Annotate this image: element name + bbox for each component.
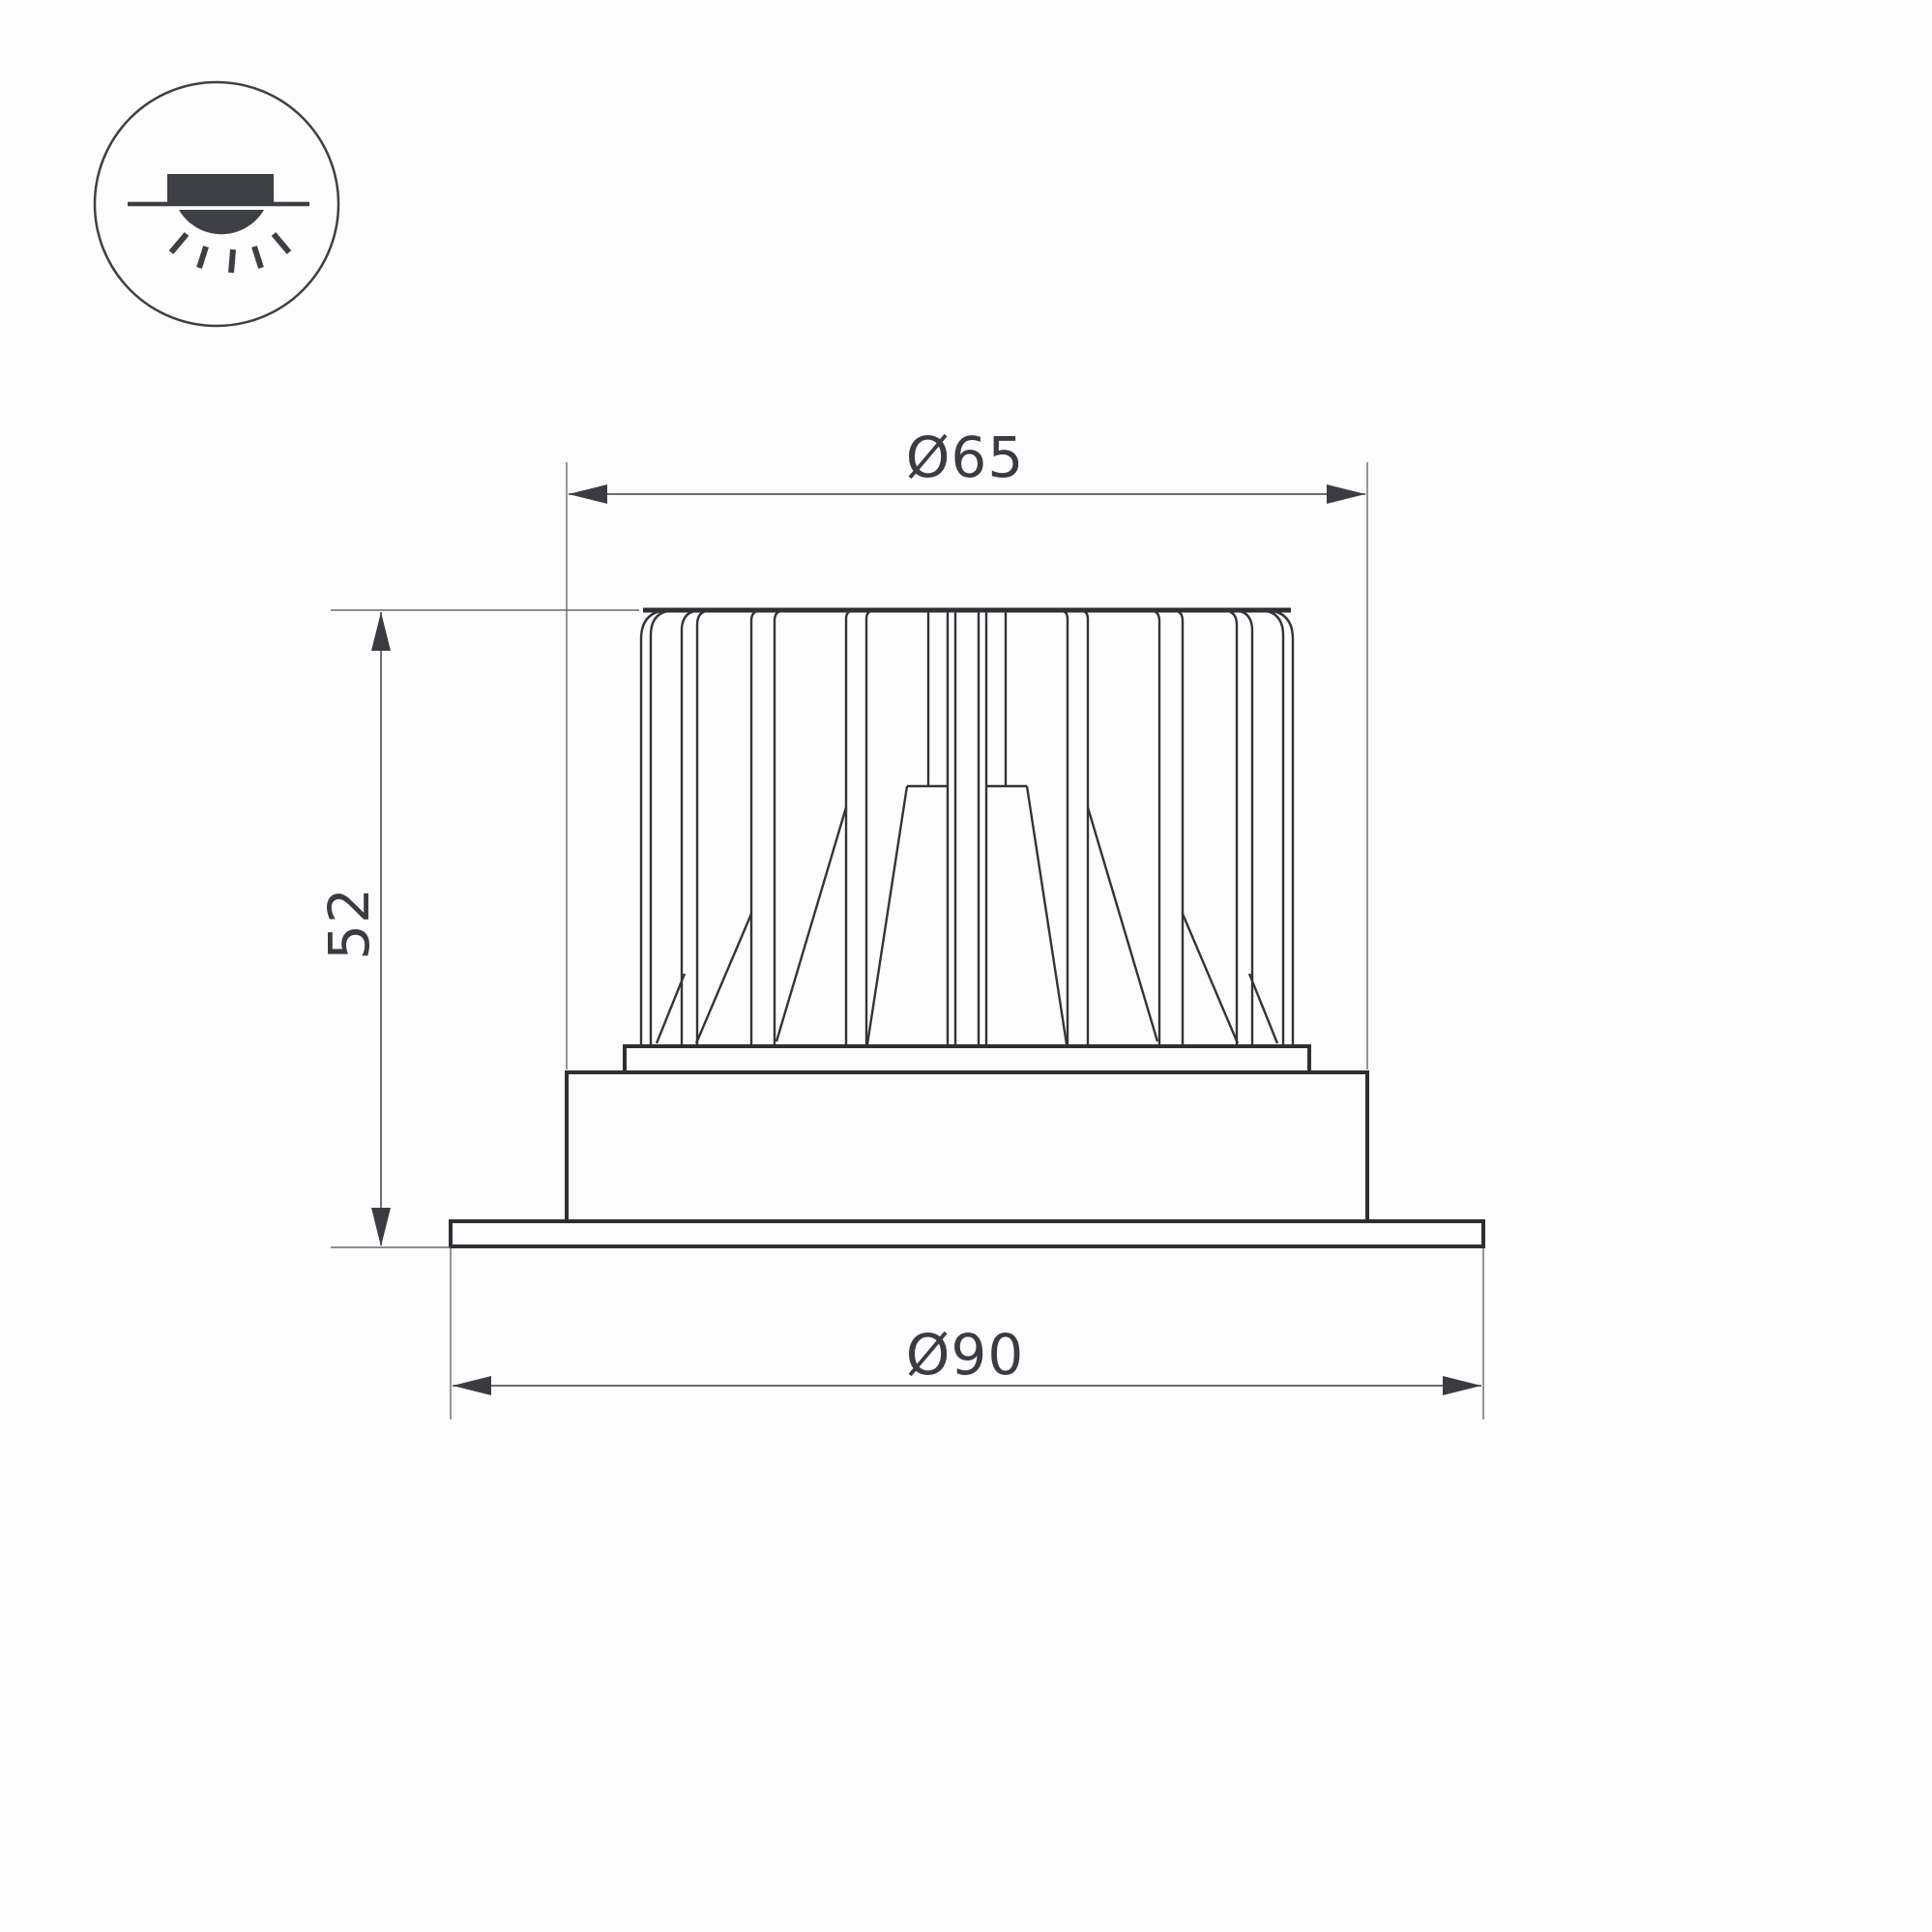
arrowhead-bottom — [371, 1208, 391, 1246]
trim-flange — [451, 1221, 1483, 1246]
arrowhead-left — [453, 1376, 491, 1395]
icon-light-rays — [171, 234, 289, 273]
mounting-plate — [625, 1046, 1309, 1072]
icon-fixture-body — [167, 174, 274, 203]
housing-body — [567, 1072, 1367, 1221]
dimension-flange-diameter — [451, 1248, 1483, 1420]
heatsink-fins-right — [979, 610, 1293, 1046]
arrowhead-right — [1327, 484, 1365, 504]
dimension-label-height: 52 — [316, 887, 382, 960]
icon-light-dome — [179, 210, 264, 234]
heatsink-fins-left — [641, 610, 955, 1046]
dimension-label-top-diameter: Ø65 — [905, 424, 1025, 490]
arrowhead-top — [371, 612, 391, 651]
recessed-downlight-icon — [95, 82, 338, 326]
dimension-height — [316, 610, 639, 1247]
arrowhead-right — [1443, 1376, 1481, 1395]
arrowhead-left — [569, 484, 607, 504]
dimension-label-flange-diameter: Ø90 — [905, 1322, 1025, 1388]
dimension-top-diameter — [567, 424, 1367, 1069]
heatsink-core-cone — [657, 786, 1277, 1044]
fixture-front-view — [451, 610, 1483, 1246]
